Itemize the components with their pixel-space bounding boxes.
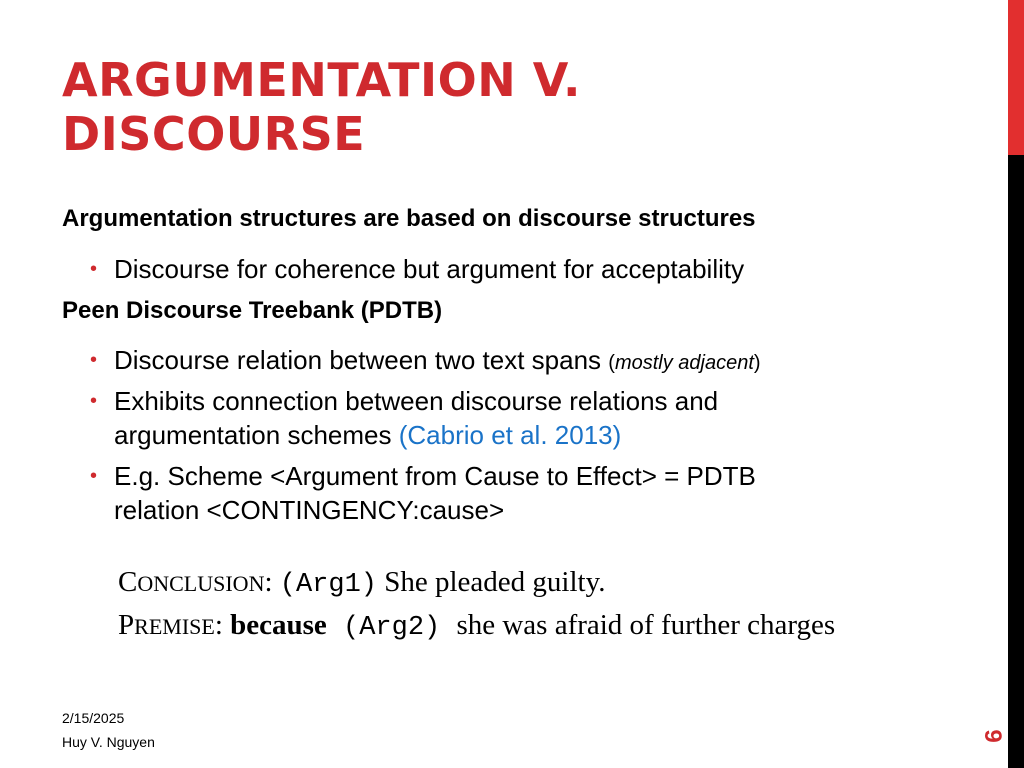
bullet-text-line2 [114, 418, 850, 452]
conclusion-text: She pleaded guilty. [377, 566, 606, 598]
bullet-coherence [90, 252, 850, 286]
heading-pdtb: Peen Discourse Treebank (PDTB) [62, 297, 443, 324]
conclusion-label: ONCLUSION [137, 571, 265, 596]
bullet-dot: • [90, 390, 98, 412]
premise-colon: : [214, 609, 231, 641]
premise-initial: P [118, 609, 135, 641]
slide-title-line1: ARGUMENTATION V. [62, 53, 581, 107]
premise-arg: (Arg2) [326, 613, 457, 643]
sidebar-accent-black [1008, 155, 1024, 768]
bullet-dot: • [90, 258, 98, 280]
italic-note: mostly adjacent [614, 352, 754, 374]
slide-title-line2: DISCOURSE [62, 107, 366, 161]
slide-number: 9 [979, 729, 1006, 743]
slide-title [62, 53, 581, 161]
example-premise-line [118, 605, 835, 648]
paren-open: ( [608, 352, 615, 374]
bullet-example-scheme [90, 459, 850, 527]
bullet-discourse-relation [90, 343, 850, 380]
bullet-dot: • [90, 349, 98, 371]
conclusion-arg: (Arg1) [279, 570, 377, 600]
footer-date: 2/15/2025 [62, 710, 125, 726]
conclusion-colon: : [264, 566, 280, 598]
bullet-text [114, 343, 850, 380]
heading-argumentation: Argumentation structures are based on discourse structures [62, 205, 756, 232]
bullet-dot: • [90, 465, 98, 487]
paren-close: ) [753, 352, 761, 374]
bullet-text-line1: E.g. Scheme <Argument from Cause to Effect> = PDTB [114, 461, 756, 491]
bullet-note [608, 352, 760, 374]
conclusion-initial: C [118, 566, 138, 598]
citation-link[interactable]: (Cabrio et al. 2013) [398, 420, 622, 450]
premise-connective: because [230, 609, 327, 641]
premise-label: REMISE [134, 614, 215, 639]
bullet-text-line2: relation <CONTINGENCY:cause> [114, 495, 505, 525]
bullet-exhibits-connection [90, 384, 850, 452]
bullet-line2-text: argumentation schemes [114, 420, 399, 450]
bullet-text: Discourse for coherence but argument for acceptability [114, 254, 745, 284]
footer-author: Huy V. Nguyen [62, 734, 155, 750]
bullet-text-line1: Exhibits connection between discourse relations and [114, 386, 719, 416]
sidebar-accent-red [1008, 0, 1024, 155]
premise-text: she was afraid of further charges [456, 609, 836, 641]
example-conclusion-line [118, 562, 835, 605]
example-figure [118, 562, 835, 648]
bullet-main-text: Discourse relation between two text spans [114, 345, 609, 375]
